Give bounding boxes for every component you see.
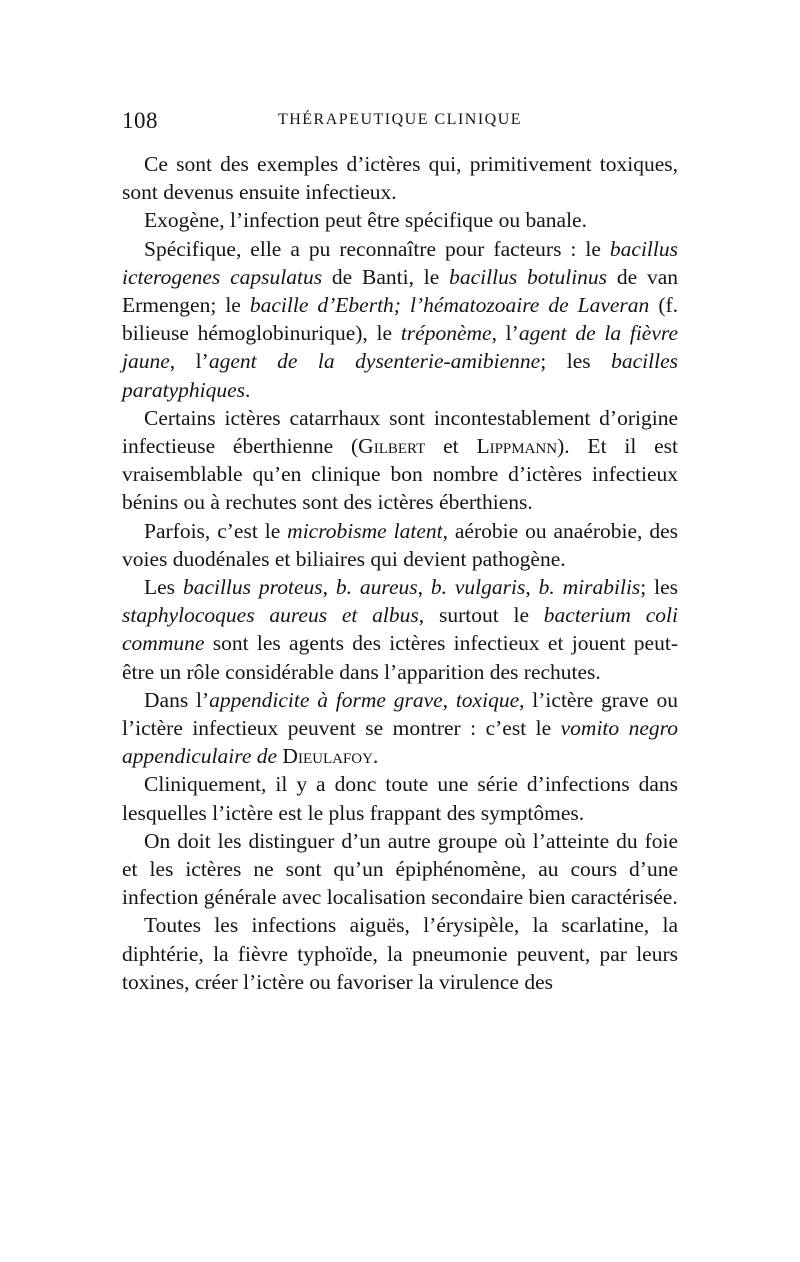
italic-term: tréponème (400, 321, 492, 346)
text-run: (f. bilieuse hémoglobinurique), le (122, 293, 679, 346)
paragraph-5 (122, 517, 678, 573)
text-run: Les (144, 575, 183, 600)
text-run: de Banti, le (322, 264, 450, 289)
text-run: , (417, 575, 431, 600)
italic-term: appendicite à forme grave, toxique (209, 687, 520, 712)
author-name: Gilbert (358, 434, 426, 459)
text-run: . (245, 377, 251, 402)
paragraph-4 (122, 404, 678, 517)
text-run: On doit les distinguer d’un autre groupe où l’atteinte du foie et les ictères ne sont qu’un épiphénomène, au cours d’une infection générale avec localisation secondaire bien caractérisée. (122, 828, 678, 910)
italic-term: bacillus icterogenes capsulatus (122, 236, 678, 289)
page-number: 108 (122, 108, 158, 133)
text-run: Parfois, c’est le (144, 518, 288, 543)
text-run: sont les agents des ictères infectieux et jouent peut-être un rôle considérable dans l’apparition des rechutes. (122, 631, 678, 684)
text-run: , surtout le (418, 603, 544, 628)
italic-term: staphylocoques aureus et albus (122, 603, 419, 628)
italic-term: vomito negro appendiculaire de (122, 716, 678, 769)
paragraph-10 (122, 911, 678, 996)
text-run: Cliniquement, il y a donc toute une série d’infections dans lesquelles l’ictère est le plus frappant des symptômes. (122, 772, 678, 825)
italic-term: agent de la fièvre jaune (122, 321, 678, 374)
text-run: , l’ictère grave ou l’ictère infectieux peuvent se montrer : c’est le (122, 687, 678, 741)
italic-term: bacilles paratyphiques (122, 349, 679, 402)
author-name: Lippmann (476, 434, 558, 459)
paragraph-1 (122, 150, 678, 206)
text-run: Exogène, l’infection peut être spécifique ou banale. (144, 208, 587, 233)
text-run: et (425, 434, 477, 459)
text-run: ; les (540, 349, 612, 374)
text-run: , l’ (169, 349, 209, 374)
page-header (122, 108, 678, 138)
italic-term: b. vulgaris (430, 575, 526, 600)
italic-term: microbisme latent (287, 518, 443, 543)
paragraph-7 (122, 686, 678, 771)
paragraph-3 (122, 235, 678, 404)
text-run: Toutes les infections aiguës, l’érysipèle, la scarlatine, la diphtérie, la fièvre typhoïde, la pneumonie peuvent, par leurs toxines, créer l’ictère ou favoriser la virulence des (122, 913, 678, 994)
author-name: Dieulafoy (282, 744, 373, 769)
paragraph-6 (122, 573, 678, 686)
text-run: . (372, 744, 379, 769)
italic-term: agent de la dysenterie-amibienne (208, 349, 541, 374)
italic-term: bacterium coli commune (122, 603, 678, 656)
italic-term: b. aureus (335, 575, 418, 600)
text-run: ; les (640, 575, 679, 600)
paragraph-8 (122, 770, 678, 826)
text-run: , (322, 575, 336, 600)
text-run: de van Ermengen; le (122, 264, 679, 318)
paragraph-9 (122, 827, 678, 912)
running-title: THÉRAPEUTIQUE CLINIQUE (277, 111, 523, 128)
italic-term: bacillus proteus (182, 575, 323, 600)
text-run: Certains ictères catarrhaux sont incontestablement d’origine infectieuse éberthienne ( (122, 405, 678, 459)
text-run: , (525, 575, 539, 600)
text-run: ). Et il est vraisemblable qu’en clinique bon nombre d’ictères infectieux bénins ou à rechutes sont des ictères éberthiens. (122, 434, 678, 515)
body-text (122, 150, 678, 996)
text-run: Ce sont des exemples d’ictères qui, primitivement toxiques, sont devenus ensuite infectieux. (122, 152, 678, 205)
text-run: , aérobie ou anaérobie, des voies duodénales et biliaires qui devient pathogène. (122, 518, 679, 571)
paragraph-2 (122, 206, 678, 234)
italic-term: bacillus botulinus (449, 264, 608, 289)
text-run: Dans l’ (144, 687, 210, 712)
italic-term: b. mirabilis (538, 575, 641, 600)
text-run: , l’ (491, 321, 519, 346)
text-run: Spécifique, elle a pu reconnaître pour facteurs : le (144, 236, 610, 261)
italic-term: bacille d’Eberth; l’hématozoaire de Laveran (249, 293, 650, 318)
